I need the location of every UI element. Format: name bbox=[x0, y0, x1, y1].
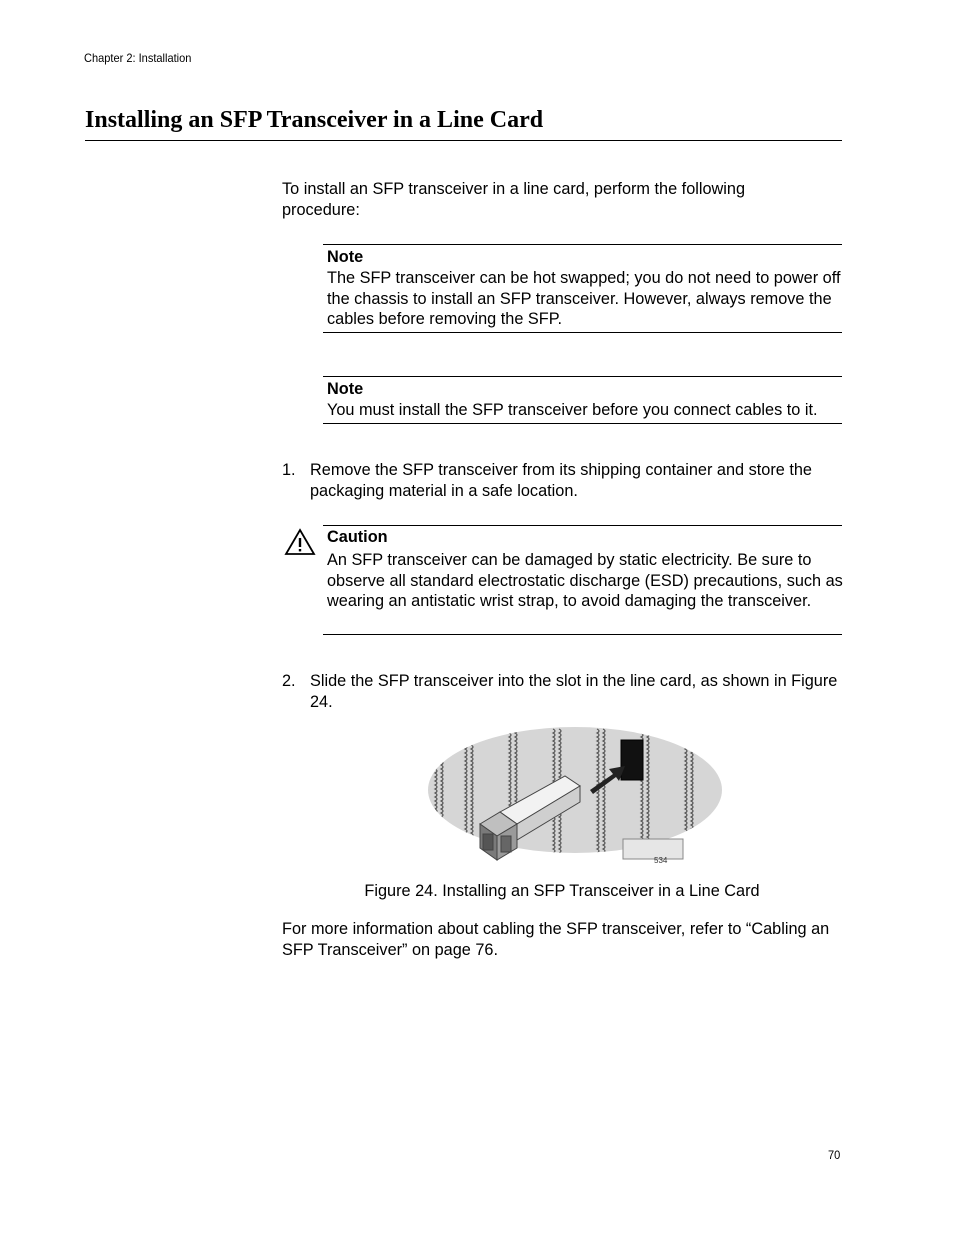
note-1-heading: Note bbox=[327, 248, 364, 266]
caution-top-rule bbox=[323, 525, 842, 526]
step-1-number: 1. bbox=[282, 461, 296, 479]
step-1-text: Remove the SFP transceiver from its shipping container and store the packaging material in a safe location. bbox=[310, 461, 812, 500]
note-2-heading: Note bbox=[327, 380, 364, 398]
note-1-text: The SFP transceiver can be hot swapped; you do not need to power off the chassis to install an SFP transceiver. However, always remove the cables before removing the SFP. bbox=[327, 269, 841, 328]
note-2-text: You must install the SFP transceiver before you connect cables to it. bbox=[327, 401, 818, 419]
figure-caption: Figure 24. Installing an SFP Transceiver in a Line Card bbox=[364, 882, 760, 900]
page-number: 70 bbox=[828, 1148, 841, 1162]
note-2-bottom-rule bbox=[323, 423, 842, 424]
step-2-text: Slide the SFP transceiver into the slot in the line card, as shown in Figure 24. bbox=[310, 672, 838, 711]
cross-reference-paragraph: For more information about cabling the SFP transceiver, refer to “Cabling an SFP Transceiver” on page 76. bbox=[282, 920, 830, 959]
note-1-top-rule bbox=[323, 244, 842, 245]
figure-label: 534 bbox=[654, 856, 668, 865]
section-title: Installing an SFP Transceiver in a Line Card bbox=[85, 107, 544, 133]
caution-bottom-rule bbox=[323, 634, 842, 635]
note-1-bottom-rule bbox=[323, 332, 842, 333]
note-2-top-rule bbox=[323, 376, 842, 377]
caution-heading: Caution bbox=[327, 528, 388, 546]
title-rule bbox=[85, 140, 842, 141]
sfp-installation-illustration bbox=[425, 724, 725, 869]
intro-paragraph: To install an SFP transceiver in a line card, perform the following procedure: bbox=[282, 180, 746, 219]
step-2-number: 2. bbox=[282, 672, 296, 690]
running-header: Chapter 2: Installation bbox=[84, 51, 192, 65]
warning-triangle-icon bbox=[284, 528, 316, 556]
caution-text: An SFP transceiver can be damaged by static electricity. Be sure to observe all standard electrostatic discharge (ESD) precautions, such as wearing an antistatic wrist strap, to avoid damaging the transceiver. bbox=[327, 551, 843, 610]
